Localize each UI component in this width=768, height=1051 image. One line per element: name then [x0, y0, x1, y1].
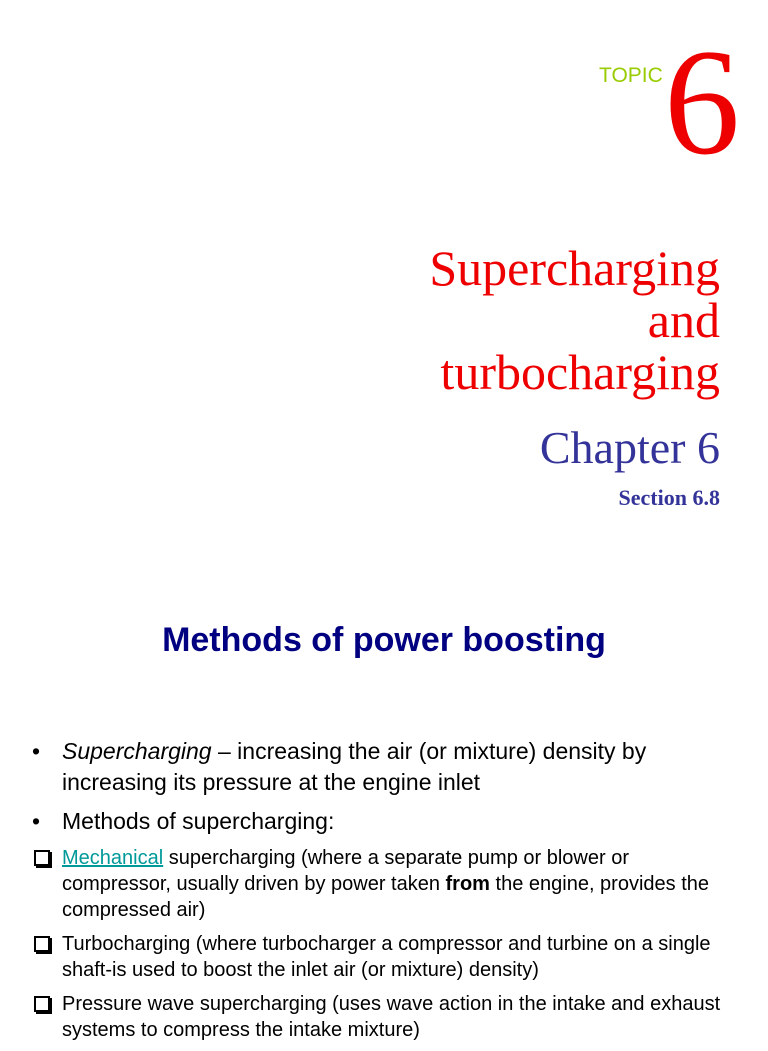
method-item — [32, 991, 742, 1043]
topic-label: TOPIC — [599, 64, 663, 87]
section-label: Section 6.8 — [618, 485, 720, 510]
method-item — [32, 845, 742, 923]
title-line: turbocharging — [440, 344, 720, 400]
bullet-item — [32, 736, 742, 798]
content-slide — [0, 560, 768, 1041]
method-text: the engine, provides the compressed air) — [62, 873, 710, 921]
checkbox-bullet-icon — [34, 850, 50, 866]
bullet-term: Supercharging — [62, 738, 212, 764]
bullet-dot-icon: • — [32, 808, 41, 834]
method-text: Pressure wave supercharging (uses wave action in the intake and exhaust systems to compress the intake mixture) — [62, 993, 721, 1041]
method-item — [32, 931, 742, 983]
slide-heading: Methods of power boosting — [162, 621, 606, 659]
method-bold-text: from — [445, 873, 490, 895]
title-line: Supercharging — [429, 240, 720, 296]
checkbox-bullet-icon — [34, 996, 50, 1012]
slide-title — [220, 242, 720, 398]
bullet-text: Methods of supercharging: — [62, 808, 335, 834]
chapter-label: Chapter 6 — [539, 422, 720, 473]
title-line: and — [647, 292, 720, 348]
bullet-dot-icon: • — [32, 738, 41, 764]
topic-number: 6 — [664, 18, 740, 186]
checkbox-bullet-icon — [34, 936, 50, 952]
bullet-item — [32, 806, 742, 837]
method-text: supercharging (where a separate pump or blower or compressor, usually driven by power taken — [62, 847, 629, 895]
bullet-list — [32, 736, 742, 1051]
method-text: Turbocharging (where turbocharger a compressor and turbine on a single shaft-is used to boost the inlet air (or mixture) density) — [62, 933, 711, 981]
mechanical-link[interactable]: Mechanical — [62, 847, 164, 869]
bullet-text: – increasing the air (or mixture) density by increasing its pressure at the engine inlet — [62, 738, 647, 795]
